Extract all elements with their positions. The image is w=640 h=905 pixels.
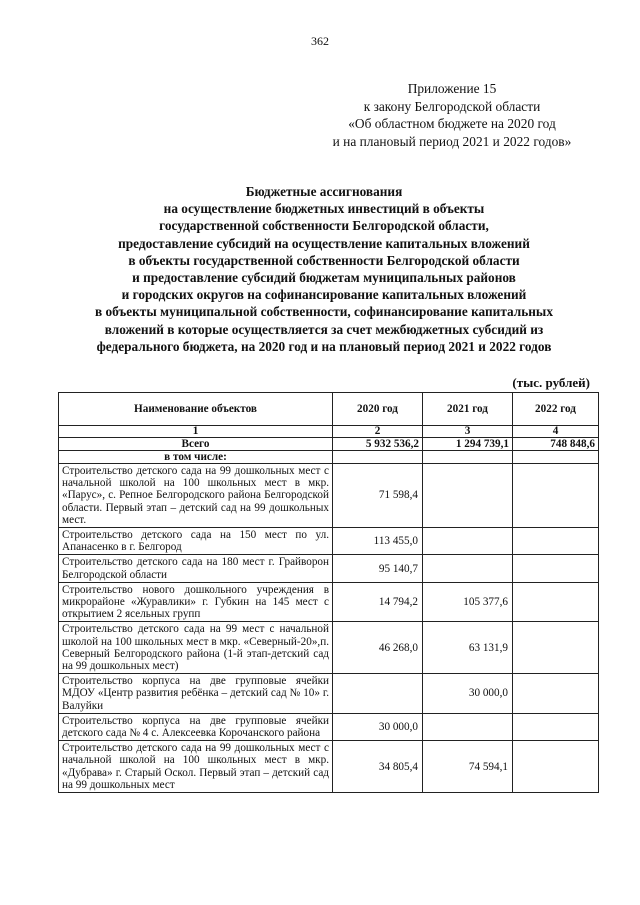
budget-table [58,392,599,793]
value-2020: 71 598,4 [333,464,423,528]
units-label: (тыс. рублей) [512,375,590,390]
total-2022: 748 848,6 [513,438,599,451]
title-line: и предоставление субсидий бюджетам муниципальных районов [132,270,516,286]
table-row [59,582,599,622]
value-2020: 14 794,2 [333,582,423,622]
table-row [59,741,599,793]
title-line: на осуществление бюджетных инвестиций в объекты [163,201,485,217]
value-2022 [513,713,599,740]
value-2022 [513,464,599,528]
annex-line: и на плановый период 2021 и 2022 годов» [332,133,572,149]
table-row [59,713,599,740]
value-2020: 46 268,0 [333,622,423,674]
title-line: Бюджетные ассигнования [245,184,403,199]
header-row [59,393,599,426]
title-line: в объекты муниципальной собственности, софинансирование капитальных [95,304,553,320]
total-label: Всего [59,438,333,451]
object-name: Строительство детского сада на 180 мест г. Грайворон Белгородской области [59,555,333,582]
value-2021 [423,528,513,555]
object-name: Строительство корпуса на две групповые ячейки детского сада № 4 с. Алексеевка Корочанского района [59,713,333,740]
value-2022 [513,555,599,582]
object-name: Строительство детского сада на 99 дошкольных мест с начальной школой на 100 школьных мест в мкр. «Дубрава» г. Старый Оскол. Первый этап – детский сад на 99 дошкольных мест [59,741,333,793]
page-number: 362 [311,34,329,48]
value-2020 [333,674,423,714]
total-2020: 5 932 536,2 [333,438,423,451]
title-line: предоставление субсидий на осуществление капитальных вложений [118,235,530,251]
table-row [59,674,599,714]
value-2021: 74 594,1 [423,741,513,793]
table-row [59,555,599,582]
including-label: в том числе: [59,451,333,464]
value-2020: 34 805,4 [333,741,423,793]
title-line: и городских округов на софинансирование капитальных вложений [121,287,527,303]
header-2020: 2020 год [333,393,423,426]
total-row [59,438,599,451]
value-2021 [423,464,513,528]
value-2020: 95 140,7 [333,555,423,582]
empty-cell [513,451,599,464]
title-line: федерального бюджета, на 2020 год и на плановый период 2021 и 2022 годов [96,338,552,354]
column-number-row [59,426,599,438]
value-2020: 30 000,0 [333,713,423,740]
value-2022 [513,582,599,622]
object-name: Строительство корпуса на две групповые ячейки МДОУ «Центр развития ребёнка – детский сад № 10» г. Валуйки [59,674,333,714]
annex-line: к закону Белгородской области [363,98,541,114]
object-name: Строительство детского сада на 99 дошкольных мест с начальной школой на 100 школьных мест в мкр. «Парус», с. Репное Белгородского района Белгородской области. Первый этап – детский сад на 99 дошкольных мест. [59,464,333,528]
value-2022 [513,674,599,714]
value-2022 [513,528,599,555]
value-2022 [513,622,599,674]
object-name: Строительство нового дошкольного учреждения в микрорайоне «Журавлики» г. Губкин на 145 мест с открытием 2 ясельных групп [59,582,333,622]
object-name: Строительство детского сада на 99 мест с начальной школой на 100 школьных мест в мкр. «Северный-20»,п. Северный Белгородского района (1-й этап-детский сад на 99 дошкольных мест) [59,622,333,674]
value-2021 [423,713,513,740]
value-2022 [513,741,599,793]
table-row [59,622,599,674]
header-2021: 2021 год [423,393,513,426]
total-2021: 1 294 739,1 [423,438,513,451]
value-2021: 63 131,9 [423,622,513,674]
empty-cell [423,451,513,464]
title-line: в объекты государственной собственности Белгородской области [128,252,520,268]
column-number: 1 [59,426,333,438]
column-number: 2 [333,426,423,438]
column-number: 3 [423,426,513,438]
annex-line: Приложение 15 [407,81,497,96]
value-2021 [423,555,513,582]
column-number: 4 [513,426,599,438]
title-line: вложений в которые осуществляется за счет межбюджетных субсидий из [104,321,544,337]
header-2022: 2022 год [513,393,599,426]
value-2020: 113 455,0 [333,528,423,555]
annex-line: «Об областном бюджете на 2020 год [348,116,556,131]
value-2021: 30 000,0 [423,674,513,714]
object-name: Строительство детского сада на 150 мест по ул. Апанасенко в г. Белгород [59,528,333,555]
annex-block [322,80,582,150]
table-row [59,528,599,555]
document-title [40,183,608,355]
table-row [59,464,599,528]
title-line: государственной собственности Белгородской области, [159,218,489,234]
header-object-name: Наименование объектов [59,393,333,426]
empty-cell [333,451,423,464]
value-2021: 105 377,6 [423,582,513,622]
including-row [59,451,599,464]
